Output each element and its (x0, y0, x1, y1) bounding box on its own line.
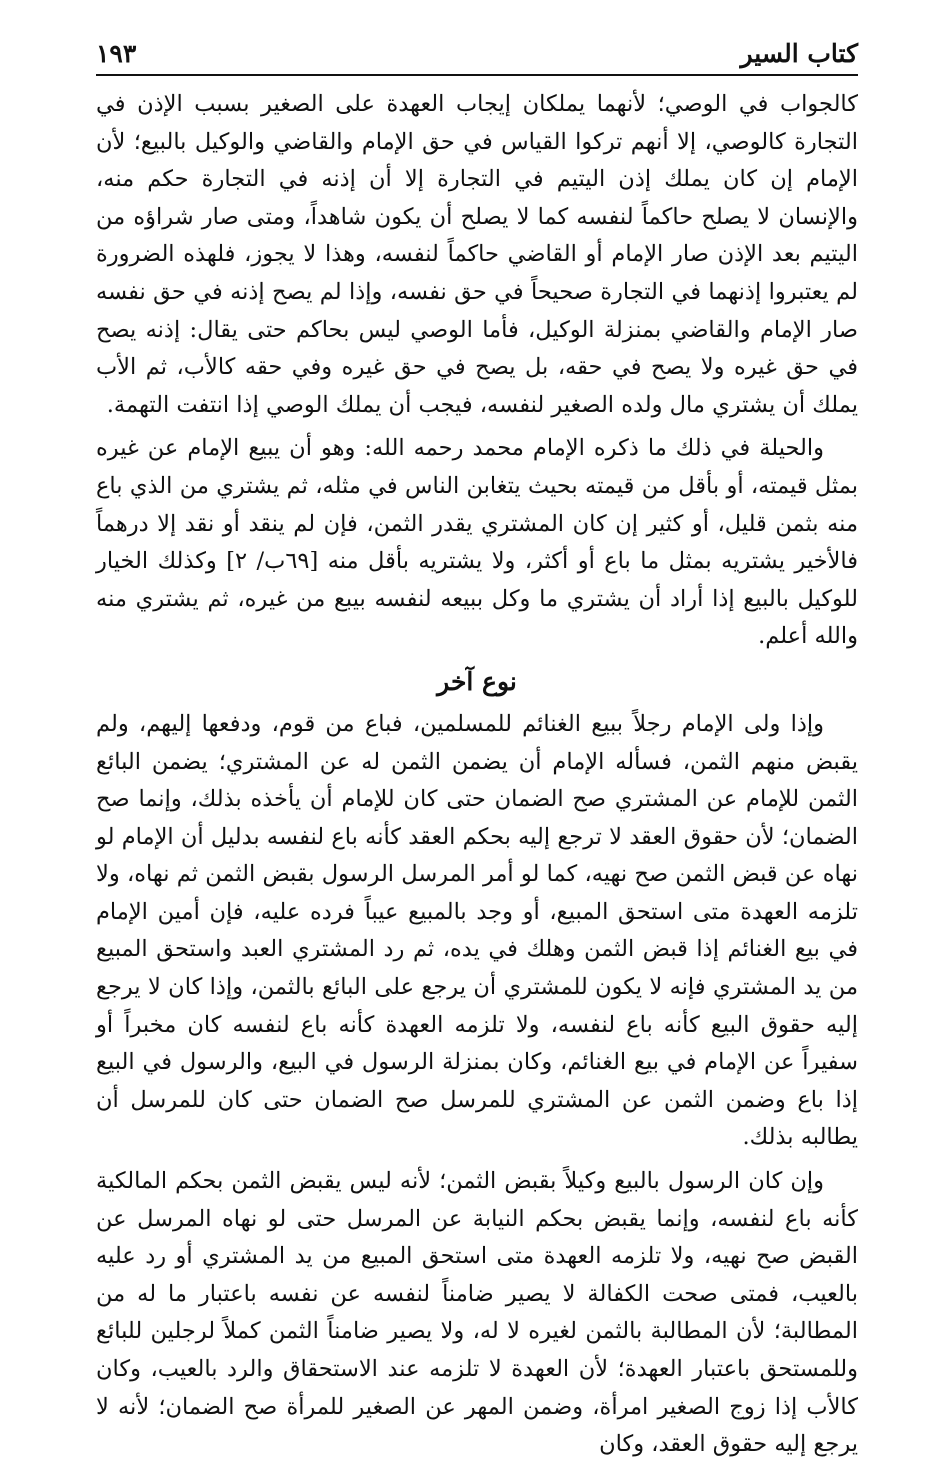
paragraph: والحيلة في ذلك ما ذكره الإمام محمد رحمه الله: وهو أن يبيع الإمام عن غيره بمثل قيمته، أو بأقل من قيمته بحيث يتغابن الناس في مثله، ثم يشتري من الذي باع منه بثمن قليل، أو كثير إن كان المشتري يقدر الثمن، فإن لم ينقد أو نقد إلا درهماً فالأخير يشتريه بمثل ما باع أو أكثر، ولا يشتريه بأقل منه [٦٩ب/ ٢] وكذلك الخيار للوكيل بالبيع إذا أراد أن يشتري ما وكل ببيعه لنفسه بيبع من غيره، ثم يشتري منه والله أعلم. (96, 435, 858, 650)
running-title: كتاب السير (740, 39, 858, 68)
paragraph: وإن كان الرسول بالبيع وكيلاً بقبض الثمن؛ لأنه ليس يقبض الثمن بحكم المالكية كأنه باع لنفسه، وإنما يقبض بحكم النيابة عن المرسل حتى لو نهاه المرسل عن القبض صح نهيه، ولا تلزمه العهدة متى استحق المبيع من يد المشتري أو رد عليه بالعيب، فمتى صحت الكفالة لا يصير ضامناً لنفسه عن نفسه باعتبار ما له من المطالبة؛ لأن المطالبة بالثمن لغيره لا له، ولا يصير ضامناً الثمن كملاً لرجلين للبائع وللمستحق باعتبار العهدة؛ لأن العهدة لا تلزمه عند الاستحقاق والرد بالعيب، وكان كالأب إذا زوج الصغير امرأة، وضمن المهر عن الصغير للمرأة صح الضمان؛ لأنه لا يرجع إليه حقوق العقد، وكان (96, 1168, 858, 1458)
page-body (96, 86, 858, 1470)
paragraph: وإذا ولى الإمام رجلاً ببيع الغنائم للمسلمين، فباع من قوم، ودفعها إليهم، ولم يقبض منهم الثمن، فسأله الإمام أن يضمن الثمن له عن المشتري؛ يضمن البائع الثمن للإمام عن المشتري صح الضمان حتى كان للإمام أن يأخذه بذلك، وإنما صح الضمان؛ لأن حقوق العقد لا ترجع إليه بحكم العقد كأنه باع لنفسه بدليل أن الإمام لو نهاه عن قبض الثمن صح نهيه، كما لو أمر المرسل الرسول بقبض الثمن ثم نهاه، ولا تلزمه العهدة متى استحق المبيع، أو وجد بالمبيع عيباً فرده عليه، فإن أمين الإمام في بيع الغنائم إذا قبض الثمن وهلك في يده، ثم رد المشتري العبد واستحق المبيع من يد المشتري فإنه لا يكون للمشتري أن يرجع على البائع بالثمن، وإذا كان لا يرجع إليه حقوق البيع كأنه باع لنفسه، ولا تلزمه العهدة كأنه باع لنفسه كان مخبراً أو سفيراً عن الإمام في بيع الغنائم، وكان بمنزلة الرسول في البيع، والرسول في البيع إذا باع وضمن الثمن عن المشتري للمرسل صح الضمان حتى كان للمرسل أن يطالبه بذلك. (96, 710, 858, 1151)
page-header (96, 28, 858, 76)
section-heading: نوع آخر (437, 666, 517, 696)
page-number: ١٩٣ (96, 39, 137, 68)
paragraph: كالجواب في الوصي؛ لأنهما يملكان إيجاب العهدة على الصغير بسبب الإذن في التجارة كالوصي، إلا أنهم تركوا القياس في حق الإمام والقاضي والوكيل بالبيع؛ لأن الإمام إن كان يملك إذن اليتيم في التجارة إلا أن إذنه في التجارة حكم منه، والإنسان لا يصلح حاكماً لنفسه كما لا يصلح أن يكون شاهداً، ومتى صار شراؤه من اليتيم بعد الإذن صار الإمام أو القاضي حاكماً لنفسه، وهذا لا يجوز، فلهذه الضرورة لم يعتبروا إذنهما في التجارة صحيحاً في حق نفسه، وإذا لم يصح إذنه في حق نفسه صار الإمام والقاضي بمنزلة الوكيل، فأما الوصي ليس بحاكم حتى يقال: إذنه يصح في حق غيره ولا يصح في حقه، بل يصح في حق غيره وفي حقه كالأب، ثم الأب يملك أن يشتري مال ولده الصغير لنفسه، فيجب أن يملك الوصي إذا انتفت التهمة. (96, 91, 858, 418)
